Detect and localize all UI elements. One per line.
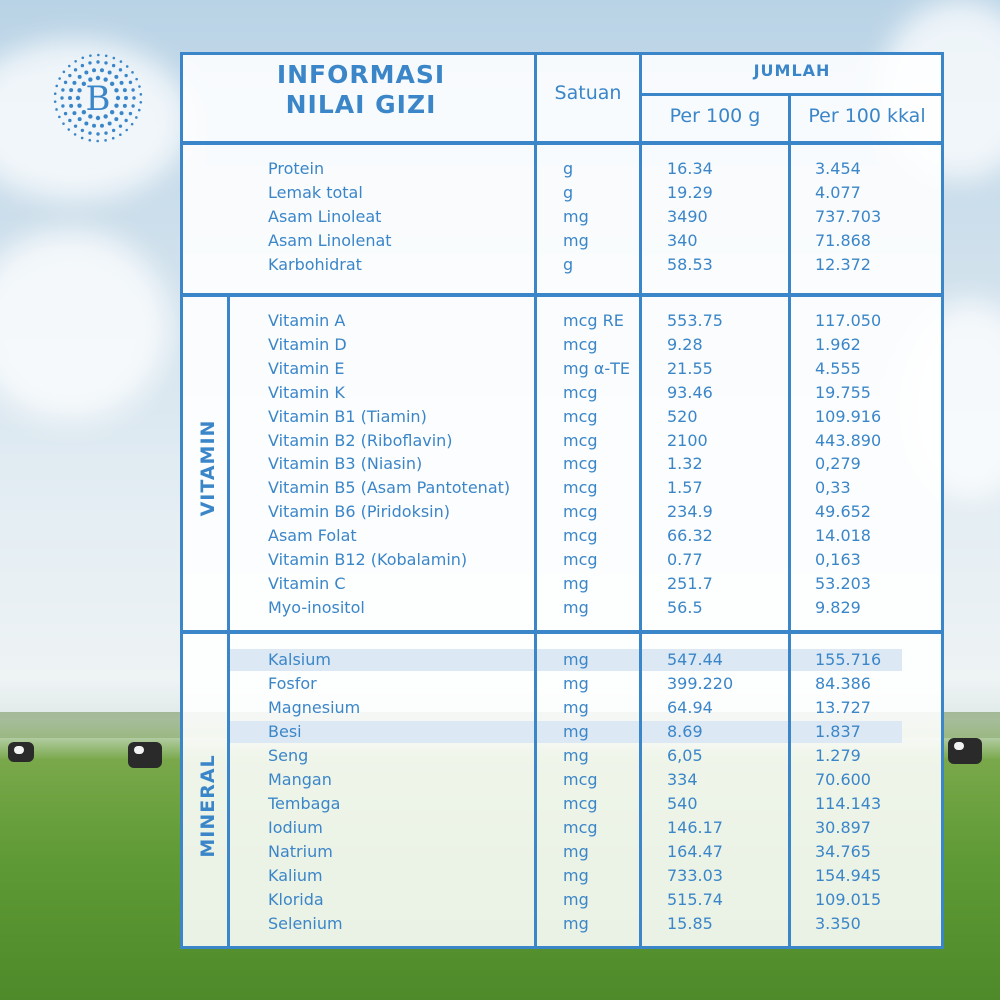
nutrient-unit: mg [563,842,589,861]
table-row [0,309,1000,333]
value-per-100g: 16.34 [667,159,713,178]
logo-dot [69,104,73,108]
table-row [0,744,1000,768]
nutrient-unit: mcg [563,818,598,837]
logo-dot [135,116,138,119]
nutrient-name: Natrium [268,842,333,861]
table-row [0,792,1000,816]
table-row [0,157,1000,181]
value-per-100kkal: 109.015 [815,890,882,909]
value-per-100kkal: 4.555 [815,358,861,378]
logo-dot [72,81,76,85]
logo-dot [105,54,108,57]
logo-dot [120,81,124,85]
table-row [0,696,1000,720]
nutrient-name: Vitamin B5 (Asam Pantotenat) [268,478,511,498]
value-per-100kkal: 49.652 [815,502,871,522]
logo-dot [96,60,99,63]
logo-dot [55,85,58,88]
logo-dot [135,78,138,81]
title-line-1: INFORMASI [276,60,446,89]
logo-dot [96,140,99,143]
logo-dot [104,131,107,134]
value-per-100kkal: 1.837 [815,722,861,741]
nutrient-name: Asam Linoleat [268,207,382,226]
value-per-100g: 340 [667,231,698,250]
value-per-100g: 58.53 [667,255,713,274]
logo-dot [104,61,107,64]
logo-dot [63,71,66,74]
logo-dot [138,109,141,112]
nutrient-unit: g [563,159,574,178]
logo-dot [124,119,127,122]
value-per-100g: 15.85 [667,914,713,933]
nutrient-name: Kalium [268,866,323,885]
logo-dot [88,139,91,142]
logo-dot [123,104,127,108]
nutrient-name: Fosfor [268,674,317,693]
nutrient-name: Tembaga [268,794,341,813]
logo-dot [74,68,77,71]
nutrient-name: Vitamin B2 (Riboflavin) [268,430,453,450]
nutrient-unit: mcg RE [563,311,624,330]
logo-dot [110,82,114,86]
logo-dot [114,75,118,79]
nutrient-unit: mg [563,597,589,617]
value-per-100g: 540 [667,794,698,813]
logo-dot [110,110,114,114]
logo-dot [132,96,135,99]
nutrient-name: Besi [268,722,302,741]
table-row [0,452,1000,476]
nutrient-name: Asam Folat [268,526,357,546]
logo-dot [124,74,127,77]
logo-dot [81,129,84,132]
table-row [0,548,1000,572]
value-per-100kkal: 13.727 [815,698,871,717]
logo-dot [74,60,77,63]
table-row [0,476,1000,500]
value-per-100kkal: 1.279 [815,746,861,765]
logo-dot [92,124,96,128]
value-per-100g: 515.74 [667,890,723,909]
nutrient-name: Selenium [268,914,343,933]
logo-dot [76,96,80,100]
logo-dot [126,65,129,68]
nutrient-name: Vitamin A [268,311,346,330]
logo-dot [64,81,67,84]
nutrient-unit: mcg [563,382,598,402]
logo-dot [74,124,77,127]
logo-dot [62,122,65,125]
logo-dot [67,128,70,131]
nutrient-unit: g [563,183,574,202]
table-row [0,720,1000,744]
nutrient-name: Vitamin B6 (Piridoksin) [268,502,450,522]
logo-dot [88,61,91,64]
value-per-100kkal: 0,279 [815,454,861,474]
logo-dot [116,96,120,100]
value-per-100g: 547.44 [667,650,723,669]
logo-dot [124,96,128,100]
logo-dot [68,65,71,68]
value-per-100kkal: 71.868 [815,231,871,250]
nutrient-name: Iodium [268,818,323,837]
logo-dot [68,96,72,100]
nutrient-unit: mcg [563,478,598,498]
value-per-100g: 399.220 [667,674,734,693]
nutrient-unit: mg [563,231,589,250]
value-per-100g: 0.77 [667,550,703,569]
logo-dot [129,112,132,115]
nutrient-unit: mcg [563,794,598,813]
table-row [0,672,1000,696]
logo-dot [58,77,61,80]
logo-dot [100,68,104,72]
nutrient-name: Seng [268,746,309,765]
nutrient-name: Vitamin B12 (Kobalamin) [268,550,468,569]
logo-dot [108,121,112,125]
logo-dot [68,74,71,77]
value-per-100g: 334 [667,770,698,789]
logo-dot [104,139,107,142]
logo-dot [129,81,132,84]
logo-dot [125,129,128,132]
logo-dot [54,100,57,103]
value-per-100kkal: 14.018 [815,526,871,546]
nutrient-unit: mg α-TE [563,358,631,378]
nutrient-name: Mangan [268,770,332,789]
logo-dot [60,96,63,99]
nutrient-unit: mg [563,746,589,765]
nutrient-unit: mg [563,207,589,226]
nutrient-unit: mcg [563,430,598,450]
logo-dot [78,117,82,121]
logo-dot [120,111,124,115]
brand-logo-icon [50,50,146,146]
logo-dot [77,103,81,107]
logo-dot [100,124,104,128]
nutrient-unit: mcg [563,406,598,426]
table-row [0,500,1000,524]
nutrient-name: Vitamin C [268,573,346,593]
value-per-100kkal: 0,163 [815,550,861,569]
amount-column-header: JUMLAH [753,61,831,80]
table-row [0,840,1000,864]
logo-dot [114,117,118,121]
nutrient-unit: mg [563,573,589,593]
logo-dot [108,71,112,75]
value-per-100kkal: 30.897 [815,818,871,837]
value-per-100g: 520 [667,406,698,426]
nutrient-name: Myo-inositol [268,597,365,617]
nutrient-name: Vitamin D [268,334,347,354]
logo-dot [54,92,57,95]
value-per-100g: 251.7 [667,573,713,593]
value-per-100kkal: 737.703 [815,207,882,226]
table-row [0,253,1000,277]
logo-dot [113,57,116,60]
table-row [0,816,1000,840]
value-per-100kkal: 117.050 [815,311,882,330]
value-per-100g: 234.9 [667,502,713,522]
nutrient-name: Vitamin K [268,382,345,402]
nutrient-name: Asam Linolenat [268,231,392,250]
table-row [0,648,1000,672]
logo-dot [138,85,141,88]
logo-dot [68,119,71,122]
logo-dot [88,131,91,134]
logo-dot [123,88,127,92]
logo-dot [84,121,88,125]
value-per-100kkal: 34.765 [815,842,871,861]
logo-dot [61,104,64,107]
nutrient-unit: mg [563,914,589,933]
unit-column-header: Satuan [554,82,622,104]
nutrient-name: Klorida [268,890,324,909]
logo-dot [84,71,88,75]
value-per-100g: 6,05 [667,746,703,765]
table-row [0,229,1000,253]
nutrient-unit: mcg [563,334,598,354]
value-per-100kkal: 4.077 [815,183,861,202]
value-per-100g: 9.28 [667,334,703,354]
value-per-100g: 164.47 [667,842,723,861]
value-per-100g: 56.5 [667,597,703,617]
table-row [0,572,1000,596]
logo-dot [140,93,143,96]
table-row [0,888,1000,912]
value-per-100kkal: 109.916 [815,406,882,426]
logo-dot [131,88,134,91]
logo-dot [112,137,115,140]
logo-dot [77,88,81,92]
nutrient-unit: mcg [563,454,598,474]
value-per-100g: 64.94 [667,698,713,717]
value-per-100g: 2100 [667,430,708,450]
logo-dot [58,116,61,119]
nutrient-unit: mcg [563,526,598,546]
value-per-100kkal: 3.454 [815,159,861,178]
logo-dot [119,124,122,127]
table-row [0,357,1000,381]
value-per-100g: 8.69 [667,722,703,741]
nutrient-unit: g [563,255,574,274]
logo-dot [89,54,92,57]
logo-dot [55,108,58,111]
logo-dot [92,68,96,72]
nutrient-name: Magnesium [268,698,361,717]
nutrient-unit: mg [563,722,589,741]
nutrient-name: Vitamin E [268,358,345,378]
table-row [0,333,1000,357]
value-per-100kkal: 1.962 [815,334,861,354]
table-row [0,768,1000,792]
logo-dot [112,64,115,67]
nutrient-name: Kalsium [268,650,331,669]
table-title [222,60,500,120]
value-per-100kkal: 114.143 [815,794,882,813]
logo-dot [96,132,99,135]
logo-dot [81,64,84,67]
logo-dot [61,88,64,91]
table-row [0,429,1000,453]
logo-dot [64,112,67,115]
nutrient-unit: mg [563,674,589,693]
logo-dot [112,129,115,132]
table-row [0,596,1000,620]
nutrient-name: Protein [268,159,325,178]
table-row [0,405,1000,429]
value-per-100g: 19.29 [667,183,713,202]
title-line-2: NILAI GIZI [285,90,437,119]
logo-dot [119,68,122,71]
value-per-100kkal: 3.350 [815,914,861,933]
section-label-vitamin: VITAMIN [197,419,219,517]
logo-dot [131,71,134,74]
logo-dot [74,133,77,136]
logo-dot [97,54,100,57]
value-per-100kkal: 19.755 [815,382,871,402]
logo-dot [119,133,122,136]
value-per-100kkal: 12.372 [815,255,871,274]
value-per-100g: 1.32 [667,454,703,474]
value-per-100g: 3490 [667,207,708,226]
per-100g-column-header: Per 100 g [669,105,761,127]
nutrient-unit: mcg [563,550,598,569]
logo-dot [139,101,142,104]
logo-dot [81,137,84,140]
logo-dot [114,103,118,107]
table-row [0,524,1000,548]
table-row [0,381,1000,405]
value-per-100kkal: 70.600 [815,770,871,789]
value-per-100kkal: 9.829 [815,597,861,617]
value-per-100kkal: 443.890 [815,430,882,450]
nutrient-unit: mcg [563,502,598,522]
value-per-100g: 21.55 [667,358,713,378]
nutrient-unit: mg [563,650,589,669]
table-row [0,181,1000,205]
value-per-100kkal: 155.716 [815,650,882,669]
logo-dot [120,60,123,63]
logo-dot [69,88,73,92]
nutrient-unit: mcg [563,770,598,789]
table-row [0,205,1000,229]
value-per-100g: 93.46 [667,382,713,402]
value-per-100kkal: 0,33 [815,478,851,498]
per-100kkal-column-header: Per 100 kkal [808,105,926,127]
logo-dot [81,56,84,59]
nutrient-name: Vitamin B1 (Tiamin) [268,406,427,426]
nutrient-name: Vitamin B3 (Niasin) [268,454,423,474]
table-row [0,864,1000,888]
nutrient-name: Lemak total [268,183,363,202]
value-per-100kkal: 84.386 [815,674,871,693]
logo-dot [78,75,82,79]
logo-dot [72,111,76,115]
value-per-100g: 553.75 [667,311,723,330]
value-per-100kkal: 154.945 [815,866,882,885]
nutrient-name: Karbohidrat [268,255,362,274]
value-per-100g: 146.17 [667,818,723,837]
value-per-100g: 66.32 [667,526,713,546]
logo-dot [131,104,134,107]
logo-letter: B [85,79,111,119]
logo-dot [114,88,118,92]
nutrient-unit: mg [563,698,589,717]
value-per-100g: 1.57 [667,478,703,498]
value-per-100kkal: 53.203 [815,573,871,593]
section-label-mineral: MINERAL [197,754,219,858]
value-per-100g: 733.03 [667,866,723,885]
nutrient-unit: mg [563,866,589,885]
nutrient-unit: mg [563,890,589,909]
table-row [0,912,1000,936]
logo-dot [131,123,134,126]
